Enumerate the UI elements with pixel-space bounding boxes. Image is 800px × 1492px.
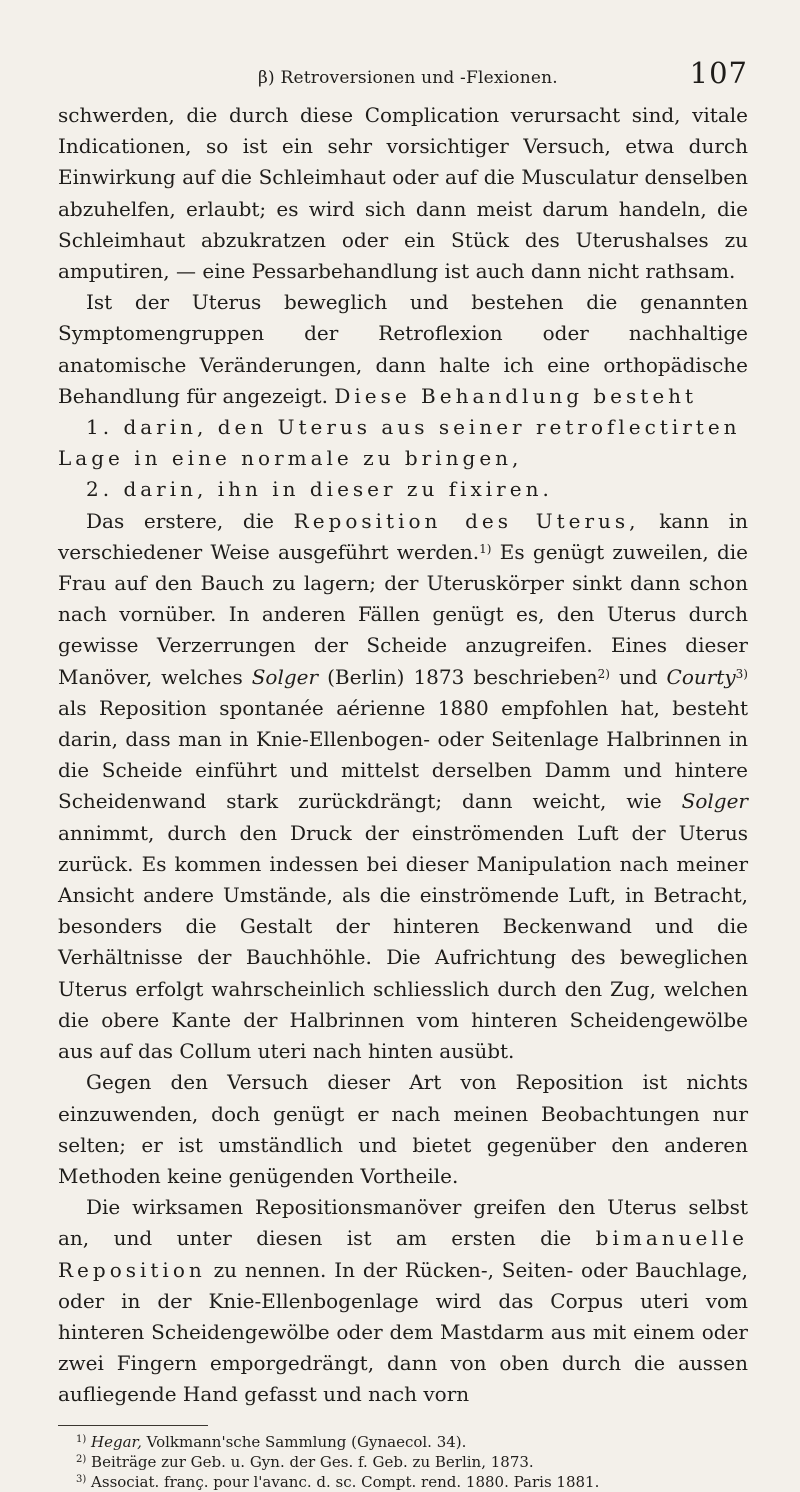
footnote-text: Associat. franç. pour l'avanc. d. sc. Compt. rend. 1880. Paris 1881. (91, 1472, 600, 1491)
body-text (58, 100, 748, 1411)
paragraph-3 (58, 506, 748, 1068)
footnote-ref-2: 2) (597, 666, 610, 681)
footnote-mark: 2) (76, 1453, 87, 1465)
page-number: 107 (689, 56, 748, 90)
author-name: Solger (681, 789, 748, 814)
paragraph-1: schwerden, die durch diese Complication verursacht sind, vitale Indicationen, so ist ein sehr vorsichtiger Versuch, etwa durch Einwirkung auf die Schleimhaut oder auf die Musculatur denselben abzuhelfen, erlaubt; es wird sich dann meist darum handeln, die Schleimhaut abzukratzen oder ein Stück des Uterushalses zu amputiren, — eine Pessarbehandlung ist auch dann nicht rathsam. (58, 103, 748, 284)
list-item-1: 1. darin, den Uterus aus seiner retroflectirten Lage in eine normale zu bringen, (58, 415, 741, 471)
footnote-mark: 1) (76, 1433, 87, 1445)
footnote-ref-1: 1) (479, 541, 492, 556)
emphasis-spaced: Diese Behandlung besteht (334, 383, 698, 408)
footnote-ref-3: 3) (735, 666, 748, 681)
emphasis-spaced: Reposition des Uterus, (293, 508, 640, 533)
footnote-text: Beiträge zur Geb. u. Gyn. der Ges. f. Geb. zu Berlin, 1873. (91, 1452, 534, 1471)
footnotes (58, 1432, 748, 1492)
text-run: Die wirksamen Repositionsmanöver greifen den Uterus selbst an, und unter diesen ist am ersten die (58, 1195, 748, 1251)
author-name: Courty (666, 664, 736, 689)
page-header (58, 56, 748, 96)
text-run: annimmt, durch den Druck der einströmenden Luft der Uterus zurück. Es kommen indessen bei dieser Manipulation nach meiner Ansicht andere Umstände, als die einströmende Luft, in Betracht, besonders die Gestalt der hinteren Beckenwand und die Verhältnisse der Bauchhöhle. Die Aufrichtung des beweglichen Uterus erfolgt wahrscheinlich schliesslich durch den Zug, welchen die obere Kante der Halbrinnen vom hinteren Scheidengewölbe aus auf das Collum uteri nach hinten ausübt. (58, 820, 748, 1064)
paragraph-2-text: Ist der Uterus beweglich und bestehen die genannten Symptomengruppen der Retroflexion oder nachhaltige anatomische Veränderungen, dann halte ich eine orthopädische Behandlung für angezeigt. (58, 290, 748, 408)
footnote-mark: 3) (76, 1473, 87, 1485)
text-run: (Berlin) 1873 beschrieben (318, 664, 598, 689)
text-run: Es genügt zuweilen, die Frau auf den Bauch zu lagern; der Uteruskörper sinkt dann schon nach vornüber. In anderen Fällen genügt es, den Uterus durch gewisse Verzerrungen der Scheide anzugreifen. Eines dieser Manöver, welches (58, 539, 748, 689)
paragraph-5 (58, 1192, 748, 1410)
text-run: zu nennen. In der Rücken-, Seiten- oder Bauchlage, oder in der Knie-Ellenbogenlage wird das Corpus uteri vom hinteren Scheidengewölbe oder dem Mastdarm aus mit einem oder zwei Fingern emporgedrängt, dann von oben durch die aussen aufliegende Hand gefasst und nach vorn (58, 1257, 748, 1407)
text-run: und (609, 664, 667, 689)
emphasis-spaced: bimanuelle Reposition (58, 1226, 748, 1282)
text-run: Das erstere, die (86, 508, 294, 533)
page (58, 56, 748, 1492)
text-run: kann in verschiedener Weise ausgeführt werden. (58, 508, 748, 564)
paragraph-2 (58, 287, 748, 412)
footnote-2 (76, 1452, 748, 1472)
text-run: als Reposition spontanée aérienne 1880 empfohlen hat, besteht darin, dass man in Knie-Ellenbogen- oder Seitenlage Halbrinnen in die Scheide einführt und mittelst derselben Damm und hintere Scheidenwand stark zurückdrängt; dann weicht, wie (58, 695, 748, 814)
running-title: β) Retroversionen und -Flexionen. (258, 68, 558, 88)
footnote-1 (76, 1432, 748, 1452)
footnote-divider (58, 1425, 208, 1426)
paragraph-4: Gegen den Versuch dieser Art von Reposition ist nichts einzuwenden, doch genügt er nach meinen Beobachtungen nur selten; er ist umständlich und bietet gegenüber den anderen Methoden keine genügenden Vortheile. (58, 1070, 748, 1188)
footnote-3 (76, 1472, 748, 1492)
author-name: Solger (251, 664, 319, 689)
footnote-text: Volkmann'sche Sammlung (Gynaecol. 34). (141, 1432, 467, 1451)
footnote-author: Hegar, (91, 1432, 142, 1451)
list-item-2: 2. darin, ihn in dieser zu fixiren. (86, 477, 553, 502)
